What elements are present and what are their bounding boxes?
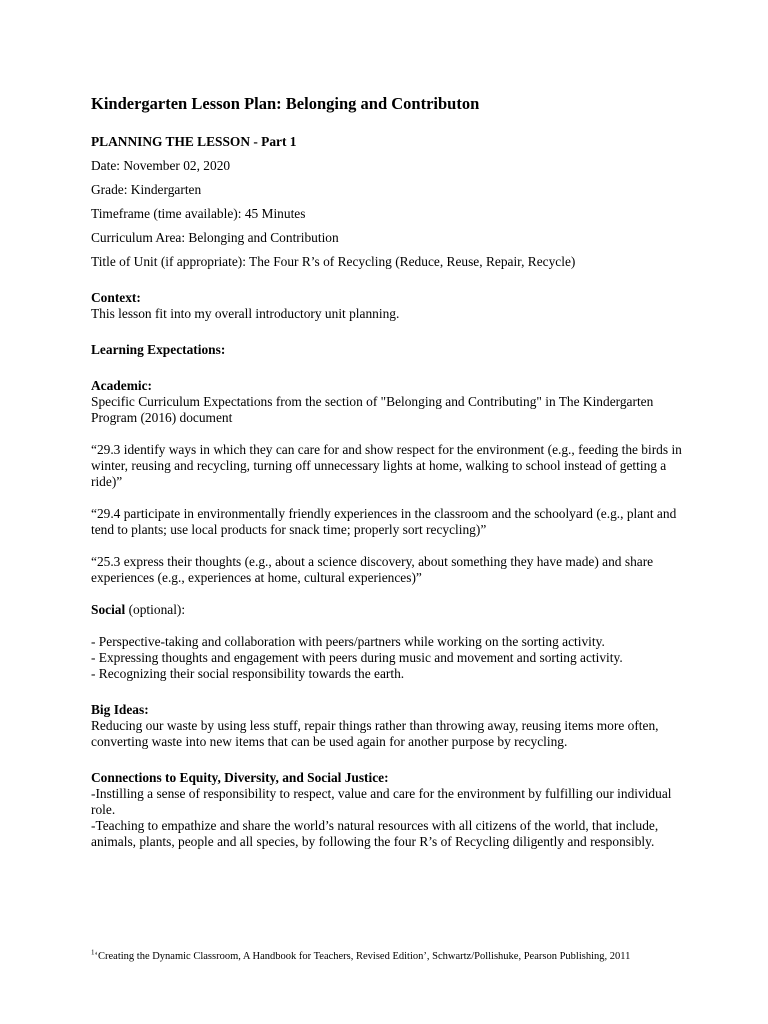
social-heading-line — [91, 602, 691, 618]
social-heading-suffix: (optional): — [125, 602, 186, 617]
footnote-marker: 1 — [91, 948, 95, 957]
academic-intro: Specific Curriculum Expectations from the section of "Belonging and Contributing" in The Kindergarten Program (2016) document — [91, 394, 654, 425]
equity-item: -Teaching to empathize and share the world’s natural resources with all citizens of the world, that include, animals, plants, people and all species, by following the four R’s of Recycling diligently and responsibly. — [91, 818, 659, 849]
context-heading: Context: — [91, 290, 141, 305]
footnote — [91, 950, 711, 963]
section-heading: PLANNING THE LESSON - Part 1 — [91, 134, 297, 149]
expectation-quote: “29.3 identify ways in which they can care for and show respect for the environment (e.g., feeding the birds in winter, reusing and recycling, turning off unnecessary lights at home, walking to school instead of getting a ride)” — [91, 442, 682, 489]
field-grade: Grade: Kindergarten — [91, 182, 202, 197]
social-item: - Expressing thoughts and engagement with peers during music and movement and sorting activity. — [91, 650, 623, 665]
field-curriculum-area: Curriculum Area: Belonging and Contribution — [91, 230, 339, 245]
footnote-text: ‘Creating the Dynamic Classroom, A Handbook for Teachers, Revised Edition’, Schwartz/Pollishuke, Pearson Publishing, 2011 — [94, 951, 631, 962]
expectation-quote: “29.4 participate in environmentally friendly experiences in the classroom and the schoolyard (e.g., plant and tend to plants; use local products for snack time; properly sort recycling)” — [91, 506, 677, 537]
field-unit-title: Title of Unit (if appropriate): The Four R’s of Recycling (Reduce, Reuse, Repair, Recycle) — [91, 254, 576, 269]
big-ideas-text: Reducing our waste by using less stuff, repair things rather than throwing away, reusing items more often, converting waste into new items that can be used again for another purpose by recycling. — [91, 718, 659, 749]
big-ideas-heading: Big Ideas: — [91, 702, 149, 717]
equity-heading: Connections to Equity, Diversity, and Social Justice: — [91, 770, 389, 785]
document-title: Kindergarten Lesson Plan: Belonging and Contributon — [91, 94, 480, 113]
document-body — [91, 94, 691, 850]
expectation-quote: “25.3 express their thoughts (e.g., about a science discovery, about something they have made) and share experiences (e.g., experiences at home, cultural experiences)” — [91, 554, 654, 585]
context-text: This lesson fit into my overall introductory unit planning. — [91, 306, 400, 321]
equity-item: -Instilling a sense of responsibility to respect, value and care for the environment by fulfilling our individual role. — [91, 786, 672, 817]
academic-heading: Academic: — [91, 378, 152, 393]
social-item: - Recognizing their social responsibility towards the earth. — [91, 666, 405, 681]
social-heading: Social — [91, 602, 126, 617]
field-timeframe: Timeframe (time available): 45 Minutes — [91, 206, 306, 221]
field-date: Date: November 02, 2020 — [91, 158, 231, 173]
learning-expectations-heading: Learning Expectations: — [91, 342, 226, 357]
social-item: - Perspective-taking and collaboration with peers/partners while working on the sorting activity. — [91, 634, 605, 649]
